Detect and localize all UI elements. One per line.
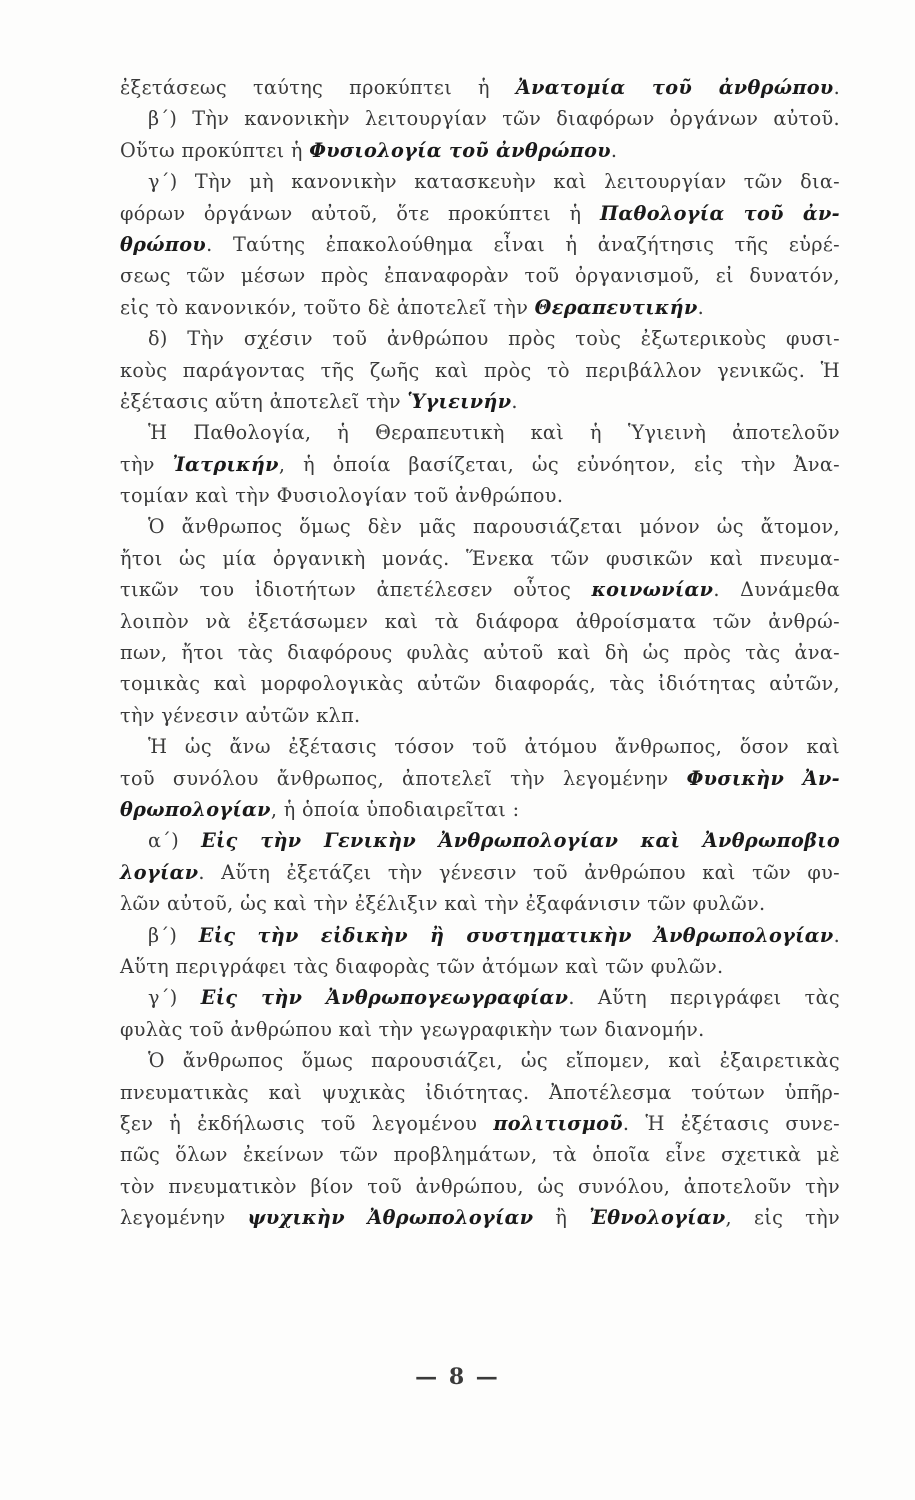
text-run: Οὕτω προκύπτει ἡ [120, 138, 310, 162]
text-run: ξεν ἡ ἐκδήλωσις τοῦ λεγομένου [120, 1111, 494, 1135]
text-line [120, 1014, 840, 1045]
text-run: φυλὰς τοῦ ἀνθρώπου καὶ τὴν γεωγραφικὴν των διανομήν. [120, 1017, 705, 1041]
emphasized-term: Ἐθνολογίαν [589, 1206, 726, 1230]
text-line [120, 1171, 840, 1202]
text-run: τομικὰς καὶ μορφολογικὰς αὐτῶν διαφοράς, τὰς ἰδιότητας αὐτῶν, [120, 672, 840, 696]
text-run: ἐξέτασις αὕτη ἀποτελεῖ τὴν [120, 389, 408, 413]
text-run: , εἰς τὴν [725, 1206, 840, 1230]
emphasized-term: λογίαν [120, 860, 199, 884]
text-line [120, 543, 840, 574]
text-line [120, 1108, 840, 1139]
text-line [120, 763, 840, 794]
emphasized-term: Φυσιολογία τοῦ ἀνθρώπου [309, 138, 611, 162]
emphasized-term: κοινωνίαν [591, 578, 714, 602]
emphasized-term: Εἰς τὴν Ἀνθρωπογεωγραφίαν [200, 986, 569, 1010]
text-line [120, 825, 840, 856]
text-line [120, 386, 840, 417]
text-run: ἐξετάσεως ταύτης προκύπτει ἡ [120, 76, 516, 99]
text-line [120, 103, 840, 134]
emphasized-term: θρώπου [120, 232, 207, 256]
text-line [120, 198, 840, 229]
text-run: γ΄) Τὴν μὴ κανονικὴν κατασκευὴν καὶ λειτουργίαν τῶν δια- [148, 170, 840, 194]
text-line [120, 731, 840, 762]
text-run: . Αὕτη ἐξετάζει τὴν γένεσιν τοῦ ἀνθρώπου καὶ τῶν φυ- [198, 860, 840, 884]
text-line [120, 1139, 840, 1170]
text-run: πῶς ὅλων ἐκείνων τῶν προβλημάτων, τὰ ὁποῖα εἶνε σχετικὰ μὲ [120, 1143, 840, 1167]
text-run: Ἡ ὡς ἄνω ἐξέτασις τόσον τοῦ ἀτόμου ἄνθρωπος, ὅσον καὶ [148, 735, 840, 759]
emphasized-term: Θεραπευτικήν [534, 295, 698, 319]
emphasized-term: πολιτισμοῦ [493, 1111, 623, 1135]
text-run: τικῶν του ἰδιοτήτων ἀπετέλεσεν οὗτος [120, 578, 592, 602]
emphasized-term: Παθολογία τοῦ ἀν- [599, 201, 840, 225]
text-run: τοῦ συνόλου ἄνθρωπος, ἀποτελεῖ τὴν λεγομένην [120, 766, 687, 790]
text-line [120, 323, 840, 354]
emphasized-term: Ἰατρικήν [172, 452, 279, 476]
text-run: β΄) [148, 923, 199, 947]
text-line [120, 292, 840, 323]
text-run: εἰς τὸ κανονικόν, τοῦτο δὲ ἀποτελεῖ τὴν [120, 295, 535, 319]
emphasized-term: ψυχικὴν Ἀθρωπολογίαν [247, 1206, 534, 1230]
text-line [120, 1202, 840, 1233]
text-line [120, 355, 840, 386]
text-line [120, 857, 840, 888]
text-run: . [610, 138, 618, 162]
text-line [120, 574, 840, 605]
text-line [120, 1045, 840, 1076]
text-run: λοιπὸν νὰ ἐξετάσωμεν καὶ τὰ διάφορα ἀθροίσματα τῶν ἀνθρώ- [120, 609, 840, 633]
emphasized-term: Εἰς τὴν Γενικὴν Ἀνθρωπολογίαν καὶ Ἀνθρωποβιο [201, 829, 840, 853]
text-run: δ) Τὴν σχέσιν τοῦ ἀνθρώπου πρὸς τοὺς ἐξωτερικοὺς φυσι- [148, 327, 840, 351]
text-line [120, 920, 840, 951]
text-line [120, 135, 840, 166]
emphasized-term: Ἀνατομία τοῦ ἀνθρώπου [515, 76, 834, 99]
text-line [120, 982, 840, 1013]
text-line [120, 449, 840, 480]
text-line [120, 229, 840, 260]
text-run: ἢ [533, 1206, 590, 1230]
text-run: Ὁ ἄνθρωπος ὅμως παρουσιάζει, ὡς εἴπομεν, καὶ ἐξαιρετικὰς [148, 1049, 840, 1073]
text-line [120, 72, 840, 103]
text-run: . [833, 76, 841, 99]
text-run: Ἡ Παθολογία, ἡ Θεραπευτικὴ καὶ ἡ Ὑγιεινὴ ἀποτελοῦν [148, 421, 840, 445]
emphasized-term: Ὑγιεινήν [407, 389, 512, 413]
body-text [120, 72, 840, 1233]
text-run: τομίαν καὶ τὴν Φυσιολογίαν τοῦ ἀνθρώπου. [120, 484, 564, 508]
text-run: λεγομένην [120, 1206, 248, 1230]
text-run: σεως τῶν μέσων πρὸς ἐπαναφορὰν τοῦ ὀργανισμοῦ, εἰ δυνατόν, [120, 264, 840, 288]
text-line [120, 668, 840, 699]
text-run: τὸν πνευματικὸν βίον τοῦ ἀνθρώπου, ὡς συνόλου, ἀποτελοῦν τὴν [120, 1174, 840, 1198]
emphasized-term: Εἰς τὴν εἰδικὴν ἢ συστηματικὴν Ἀνθρωπολογίαν [198, 923, 834, 947]
text-run: πνευματικὰς καὶ ψυχικὰς ἰδιότητας. Ἀποτέλεσμα τούτων ὑπῆρ- [120, 1080, 840, 1104]
text-line [120, 794, 840, 825]
text-run: . Ταύτης ἐπακολούθημα εἶναι ἡ ἀναζήτησις τῆς εὑρέ- [206, 232, 840, 256]
text-run: . Ἡ ἐξέτασις συνε- [622, 1111, 841, 1135]
text-run: β΄) Τὴν κανονικὴν λειτουργίαν τῶν διαφόρων ὀργάνων αὐτοῦ. [148, 107, 840, 131]
text-run: τὴν γένεσιν αὐτῶν κλπ. [120, 703, 361, 727]
text-line [120, 606, 840, 637]
text-run: α΄) [148, 829, 202, 853]
text-run: . Αὕτη περιγράφει τὰς [568, 986, 840, 1010]
text-run: φόρων ὀργάνων αὐτοῦ, ὅτε προκύπτει ἡ [120, 201, 600, 225]
text-run: , ἡ ὁποία ὑποδιαιρεῖται : [270, 797, 520, 821]
text-run: . [833, 923, 841, 947]
text-line [120, 511, 840, 542]
emphasized-term: θρωπολογίαν [120, 797, 271, 821]
text-run: κοὺς παράγοντας τῆς ζωῆς καὶ πρὸς τὸ περιβάλλον γενικῶς. Ἡ [120, 358, 840, 382]
text-line [120, 637, 840, 668]
page-number: — 8 — [415, 1364, 500, 1390]
text-run: λῶν αὐτοῦ, ὡς καὶ τὴν ἐξέλιξιν καὶ τὴν ἐξαφάνισιν τῶν φυλῶν. [120, 892, 766, 916]
text-line [120, 260, 840, 291]
text-run: τὴν [120, 452, 173, 476]
text-line [120, 700, 840, 731]
text-run: . Δυνάμεθα [713, 578, 840, 602]
text-run: Αὕτη περιγράφει τὰς διαφορὰς τῶν ἀτόμων καὶ τῶν φυλῶν. [120, 954, 724, 978]
text-line [120, 166, 840, 197]
text-run: , ἡ ὁποία βασίζεται, ὡς εὐνόητον, εἰς τὴν Ἀνα- [278, 452, 840, 476]
text-line [120, 951, 840, 982]
text-run: γ΄) [148, 986, 201, 1010]
emphasized-term: Φυσικὴν Ἀν- [686, 766, 840, 790]
text-run: . [697, 295, 705, 319]
text-line [120, 888, 840, 919]
text-line [120, 480, 840, 511]
text-run: πων, ἤτοι τὰς διαφόρους φυλὰς αὐτοῦ καὶ δὴ ὡς πρὸς τὰς ἀνα- [120, 641, 840, 665]
text-line [120, 417, 840, 448]
text-run: Ὁ ἄνθρωπος ὅμως δὲν μᾶς παρουσιάζεται μόνον ὡς ἄτομον, [148, 515, 840, 539]
text-run: . [511, 389, 518, 413]
text-line [120, 1077, 840, 1108]
text-run: ἤτοι ὡς μία ὀργανικὴ μονάς. Ἕνεκα τῶν φυσικῶν καὶ πνευμα- [120, 546, 840, 570]
